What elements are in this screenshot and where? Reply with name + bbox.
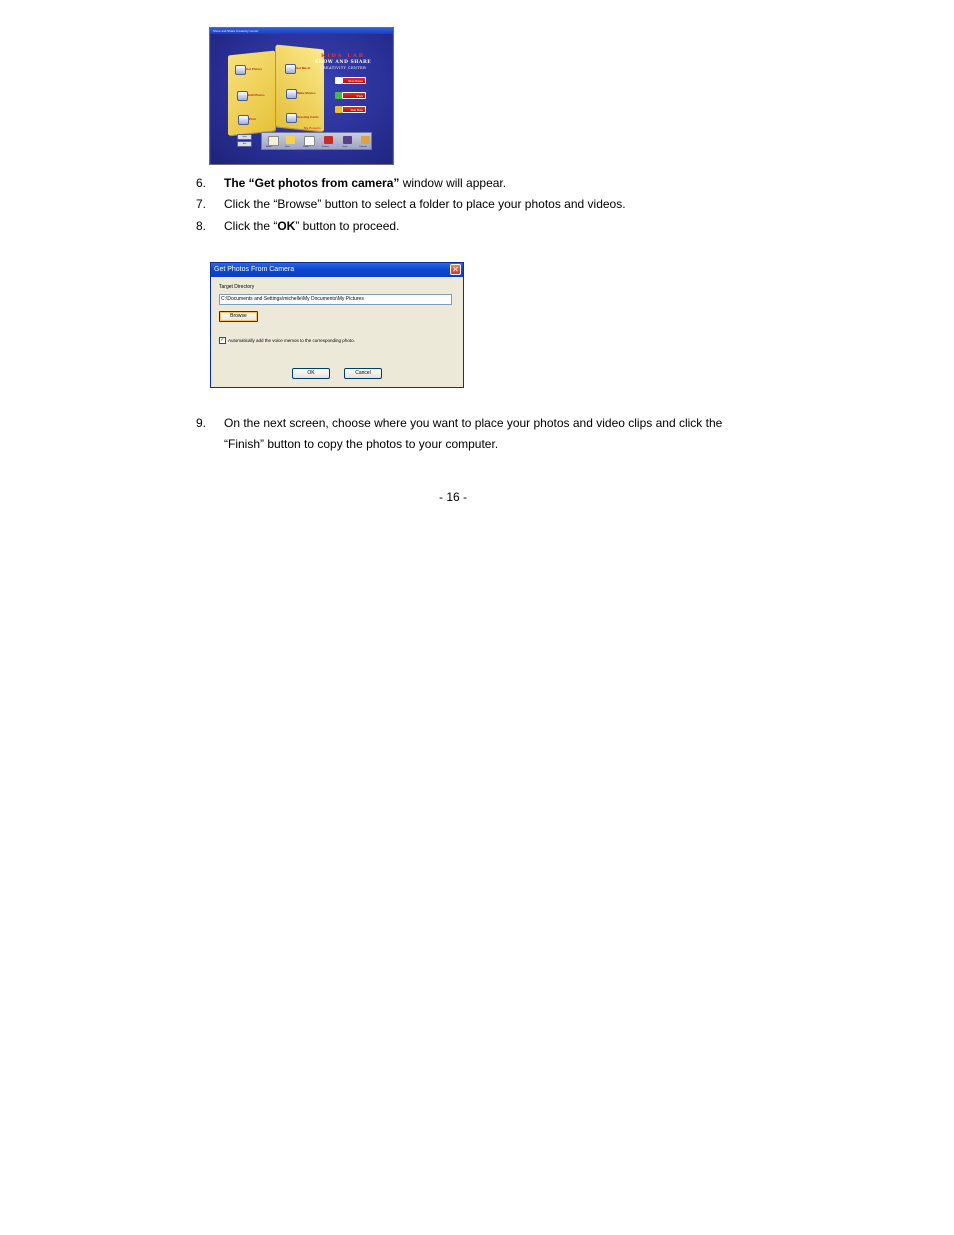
- voice-memo-checkbox[interactable]: ✓: [220, 337, 226, 343]
- step-text: [224, 219, 399, 233]
- frames-icon[interactable]: [324, 136, 333, 144]
- get-photos-dialog: [210, 262, 464, 388]
- project-toolbar: [261, 132, 372, 150]
- show-movies-button[interactable]: Show Movies: [342, 77, 366, 84]
- close-icon[interactable]: ✕: [450, 264, 461, 275]
- step-number: 9.: [196, 416, 207, 430]
- app-title-bar: Show and Share Creativity Center: [210, 28, 394, 34]
- step-text: [224, 176, 506, 190]
- slide-show-icon: [335, 106, 342, 113]
- app-canvas: [211, 34, 392, 164]
- book-label-make-movies: Make Movies: [297, 91, 316, 95]
- toolbar-label: Draw: [285, 146, 290, 148]
- toolbar-label: Frames: [322, 146, 329, 148]
- voice-memo-checkbox-label: Automatically add the voice memos to the corresponding photo.: [228, 338, 355, 343]
- logo-sub: CREATIVITY CENTER: [319, 66, 367, 70]
- step-post: ” button to proceed.: [295, 219, 400, 233]
- toolbar-label: Calendar: [359, 146, 368, 148]
- step-number: 8.: [196, 219, 207, 233]
- toolbar-label: Cards: [342, 146, 348, 148]
- book-label-edit-photos: Edit Photos: [248, 93, 265, 97]
- step-number: 6.: [196, 176, 207, 190]
- edit-photo-icon[interactable]: [237, 91, 248, 101]
- step-text: Click the “Browse” button to select a folder to place your photos and videos.: [224, 197, 626, 211]
- ok-button[interactable]: OK: [292, 368, 330, 379]
- cancel-button[interactable]: Cancel: [344, 368, 382, 379]
- calendar-icon[interactable]: [361, 136, 370, 144]
- step-text-line2: “Finish” button to copy the photos to your computer.: [224, 437, 499, 451]
- draw-icon[interactable]: [286, 136, 295, 144]
- toolbar-label: Album: [266, 146, 272, 148]
- music-icon[interactable]: [285, 64, 296, 74]
- app-screenshot: [209, 27, 394, 165]
- movie-icon[interactable]: [286, 89, 297, 99]
- book-label-greeting-cards: Greeting Cards: [297, 115, 319, 119]
- exit-button[interactable]: Exit: [237, 141, 252, 147]
- dialog-title: Get Photos From Camera: [211, 263, 463, 277]
- target-directory-field[interactable]: C:\Documents and Settings\michelle\My Documents\My Pictures: [219, 294, 452, 305]
- cards-icon[interactable]: [343, 136, 352, 144]
- step-number: 7.: [196, 197, 207, 211]
- toolbar-label: Stamp: [303, 146, 309, 148]
- toolbar-header: My Projects: [304, 126, 321, 130]
- camera-icon[interactable]: [235, 65, 246, 75]
- book-label-get-music: Get Music: [296, 66, 311, 70]
- browse-button[interactable]: Browse: [219, 311, 258, 322]
- book-label-print: Print: [249, 117, 256, 121]
- page-number: - 16 -: [438, 490, 467, 504]
- step-bold: OK: [277, 219, 296, 233]
- greeting-card-icon[interactable]: [286, 113, 297, 123]
- step-pre: Click the “: [224, 219, 278, 233]
- show-movies-icon: [335, 77, 342, 84]
- print-icon[interactable]: [238, 115, 249, 125]
- share-icon: [335, 92, 342, 99]
- album-icon[interactable]: [268, 136, 279, 146]
- step-bold: The “Get photos from camera”: [224, 176, 400, 190]
- stamp-icon[interactable]: [304, 136, 315, 146]
- step-rest: window will appear.: [399, 176, 507, 190]
- step-text-line1: On the next screen, choose where you want to place your photos and video clips and click the: [224, 416, 723, 430]
- slide-show-button[interactable]: Slide Show: [342, 106, 366, 113]
- logo-top: KIDS LAB: [321, 53, 365, 59]
- logo-main: SHOW AND SHARE: [314, 60, 372, 65]
- help-button[interactable]: Help: [237, 134, 252, 140]
- target-directory-label: Target Directory: [219, 284, 255, 290]
- book-label-get-photos: Get Photos: [246, 67, 263, 71]
- share-button[interactable]: Share: [342, 92, 366, 99]
